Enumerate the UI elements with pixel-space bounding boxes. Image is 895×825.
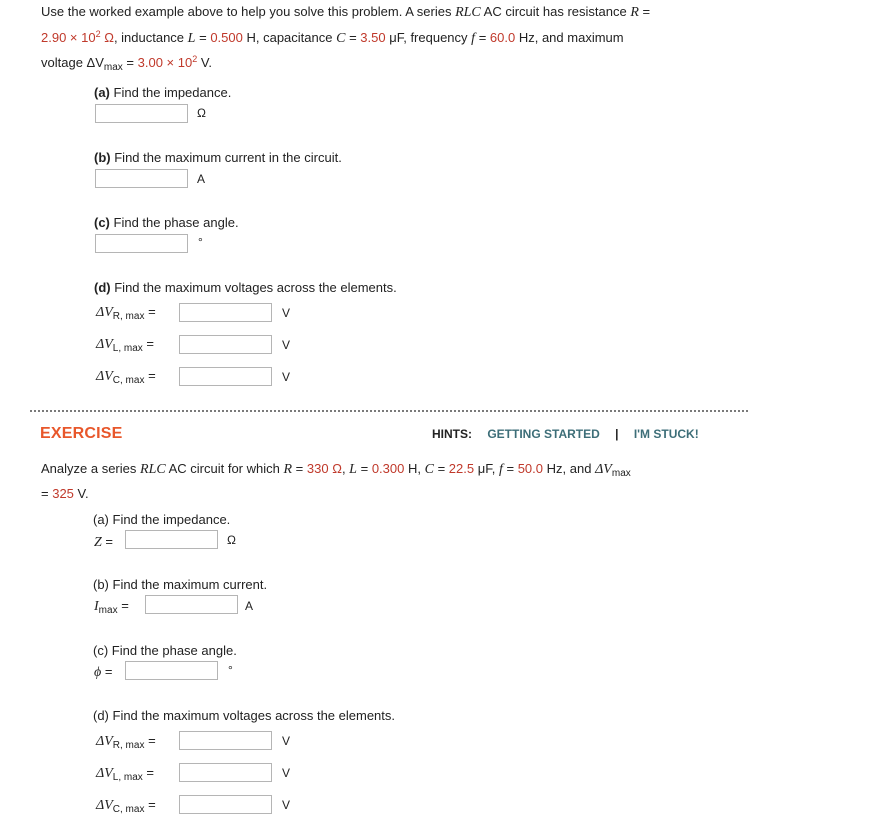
part-a-prompt: (a) Find the impedance.	[94, 85, 232, 100]
voltage-l-input[interactable]	[179, 335, 272, 354]
exercise-part-a-prompt: (a) Find the impedance.	[93, 512, 231, 527]
getting-started-link[interactable]: GETTING STARTED	[487, 427, 600, 441]
section-divider	[30, 410, 748, 412]
exercise-voltage-l-input[interactable]	[179, 763, 272, 782]
exercise-voltage-c-input[interactable]	[179, 795, 272, 814]
hints-label: HINTS:	[432, 427, 472, 441]
exercise-impedance-input[interactable]	[125, 530, 218, 549]
degree-unit: °	[198, 235, 203, 249]
exercise-voltage-l-label: $\Delta V_{L, max}$ =	[96, 765, 155, 783]
exercise-phase-angle-input[interactable]	[125, 661, 218, 680]
voltage-c-label: $\Delta V_{C, max}$ =	[96, 368, 156, 386]
voltage-l-label: $\Delta V_{L, max}$ =	[96, 336, 155, 354]
exercise-statement-line2: = 325 V.	[41, 486, 89, 501]
impedance-input[interactable]	[95, 104, 188, 123]
max-current-input[interactable]	[95, 169, 188, 188]
phase-angle-input[interactable]	[95, 234, 188, 253]
problem-statement-line3: voltage $\Delta V_{max} = 3.00 \times 10^2$ V.	[41, 54, 212, 73]
exercise-statement-line1: Analyze a series RLC AC circuit for which R = 330 Ω, L = 0.300 H, C = 22.5 μF, f = 50.0 Hz, and $\Delta V_{max}$	[41, 461, 631, 479]
exercise-max-current-input[interactable]	[145, 595, 238, 614]
volt-unit-r: V	[282, 306, 291, 320]
exercise-voltage-r-label: $\Delta V_{R, max}$ =	[96, 733, 156, 751]
problem-statement-line1: Use the worked example above to help you solve this problem. A series RLC AC circuit has resistance R =	[41, 4, 651, 20]
hints-separator: |	[615, 427, 619, 441]
exercise-volt-unit-l: V	[282, 766, 291, 780]
exercise-title: EXERCISE	[40, 425, 123, 442]
amp-unit: A	[197, 172, 206, 186]
voltage-r-input[interactable]	[179, 303, 272, 322]
exercise-part-d-prompt: (d) Find the maximum voltages across the elements.	[93, 708, 396, 723]
exercise-voltage-c-label: $\Delta V_{C, max}$ =	[96, 797, 156, 815]
exercise-amp-unit: A	[245, 599, 254, 613]
exercise-phi-label: ϕ =	[94, 664, 113, 680]
exercise-volt-unit-c: V	[282, 798, 291, 812]
exercise-ohm-unit: Ω	[227, 533, 236, 547]
exercise-volt-unit-r: V	[282, 734, 291, 748]
ohm-unit: Ω	[197, 106, 206, 120]
exercise-z-label: Z =	[94, 534, 114, 550]
im-stuck-link[interactable]: I'M STUCK!	[633, 427, 699, 441]
voltage-r-label: $\Delta V_{R, max}$ =	[96, 304, 156, 322]
part-b-prompt: (b) Find the maximum current in the circuit.	[94, 150, 342, 165]
problem-statement-line2: $2.90 \times 10^2$ Ω, inductance L = 0.500 H, capacitance C = 3.50 μF, frequency f = 60.0 Hz, and maximum	[41, 29, 624, 46]
volt-unit-l: V	[282, 338, 291, 352]
exercise-part-c-prompt: (c) Find the phase angle.	[93, 643, 237, 658]
exercise-degree-unit: °	[228, 663, 233, 677]
exercise-part-b-prompt: (b) Find the maximum current.	[93, 577, 268, 592]
exercise-voltage-r-input[interactable]	[179, 731, 272, 750]
part-d-prompt: (d) Find the maximum voltages across the elements.	[94, 280, 397, 295]
part-c-prompt: (c) Find the phase angle.	[94, 215, 239, 230]
hints-bar	[432, 427, 699, 441]
volt-unit-c: V	[282, 370, 291, 384]
exercise-imax-label: $I_{max}$ =	[94, 598, 129, 616]
voltage-c-input[interactable]	[179, 367, 272, 386]
